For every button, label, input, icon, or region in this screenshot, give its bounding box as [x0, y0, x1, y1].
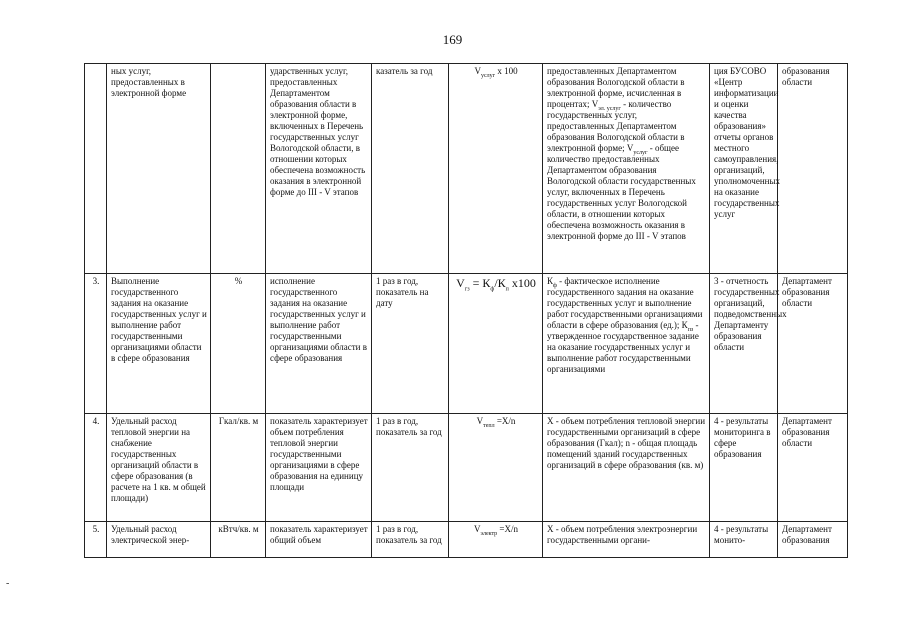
cell-number — [85, 64, 107, 274]
cell-unit: % — [211, 274, 266, 414]
margin-mark: - — [6, 578, 10, 589]
table-row — [85, 522, 848, 558]
table-row — [85, 274, 848, 414]
cell-number: 4. — [85, 414, 107, 522]
cell-definition: показатель характеризует общий объем — [266, 522, 372, 558]
cell-definition: ударственных услуг, предоставленных Департаментом образования области в электронной форме, включенных в Перечень государственных услуг Вологодской области, в отношении которых обеспечена возможность оказания в электронной форме до III - V этапов — [266, 64, 372, 274]
cell-formula: $V_{электр} =Х/n$ — [449, 522, 543, 558]
cell-responsible: Департамент образования области — [778, 414, 848, 522]
cell-indicator-name: Удельный расход электрической энер- — [107, 522, 211, 558]
cell-unit: Гкал/кв. м — [211, 414, 266, 522]
cell-explanation: предоставленных Департаментом образования Вологодской области в электронной форме, исчисленная в процентах; $V_{эл. услуг}$ - количество государственных услуг, предоставленных Департаментом образования Вологодской области в электронной форме; $V_{услуг}$ - общее количество предоставленных Департаментом образования Вологодской области государственных услуг, включенных в Перечень государственных услуг Вологодской области, в отношении которых обеспечена возможность оказания в электронной форме до III - V этапов — [543, 64, 710, 274]
table-row — [85, 64, 848, 274]
cell-periodicity: казатель за год — [372, 64, 449, 274]
cell-periodicity: 1 раз в год, показатель за год — [372, 414, 449, 522]
cell-formula: $V_{гз} = К_ф/К_п$ х100 — [449, 274, 543, 414]
cell-data-source: 4 - результаты монито- — [710, 522, 778, 558]
page-number: 169 — [442, 32, 463, 47]
cell-unit: кВтч/кв. м — [211, 522, 266, 558]
cell-responsible: Департамент образования области — [778, 274, 848, 414]
cell-explanation: X - объем потребления электроэнергии государственными органи- — [543, 522, 710, 558]
cell-data-source: 3 - отчетность государственных организаций, подведомственных Департаменту образования области — [710, 274, 778, 414]
cell-definition: показатель характеризует объем потребления тепловой энергии государственными организациями в сфере образования на единицу площади — [266, 414, 372, 522]
cell-formula: $V_{тепл} =Х/n$ — [449, 414, 543, 522]
cell-data-source: 4 - результаты мониторинга в сфере образования — [710, 414, 778, 522]
cell-number: 3. — [85, 274, 107, 414]
cell-explanation: X - объем потребления тепловой энергии государственными организаций в сфере образования (Гкал); n - общая площадь помещений зданий государственных организаций в сфере образования (кв. м) — [543, 414, 710, 522]
cell-indicator-name: Удельный расход тепловой энергии на снабжение государственных организаций области в сфере образования (в расчете на 1 кв. м общей площади) — [107, 414, 211, 522]
cell-formula: $V_{услуг}$ х 100 — [449, 64, 543, 274]
cell-data-source: ция БУСОВО «Центр информатизации и оценки качества образования» отчеты органов местного самоуправления, организаций, уполномоченных на оказание государственных услуг — [710, 64, 778, 274]
table-row — [85, 414, 848, 522]
cell-periodicity: 1 раз в год, показатель на дату — [372, 274, 449, 414]
cell-definition: исполнение государственного задания на оказание государственных услуг и выполнение работ государственными организациями области в сфере образования — [266, 274, 372, 414]
cell-number: 5. — [85, 522, 107, 558]
cell-explanation: $К_ф$ - фактическое исполнение государственного задания на оказание государственных услуг и выполнение работ государственными организациями области в сфере образования (ед.); $К_{пз}$ - утвержденное государственное задание на оказание государственных услуг и выполнение работ государственными организациями — [543, 274, 710, 414]
cell-indicator-name: ных услуг, предоставленных в электронной форме — [107, 64, 211, 274]
cell-periodicity: 1 раз в год, показатель за год — [372, 522, 449, 558]
cell-responsible: Департамент образования — [778, 522, 848, 558]
cell-indicator-name: Выполнение государственного задания на оказание государственных услуг и выполнение работ государственными организациями области в сфере образования — [107, 274, 211, 414]
indicators-table — [84, 63, 848, 558]
cell-responsible: образования области — [778, 64, 848, 274]
cell-unit — [211, 64, 266, 274]
